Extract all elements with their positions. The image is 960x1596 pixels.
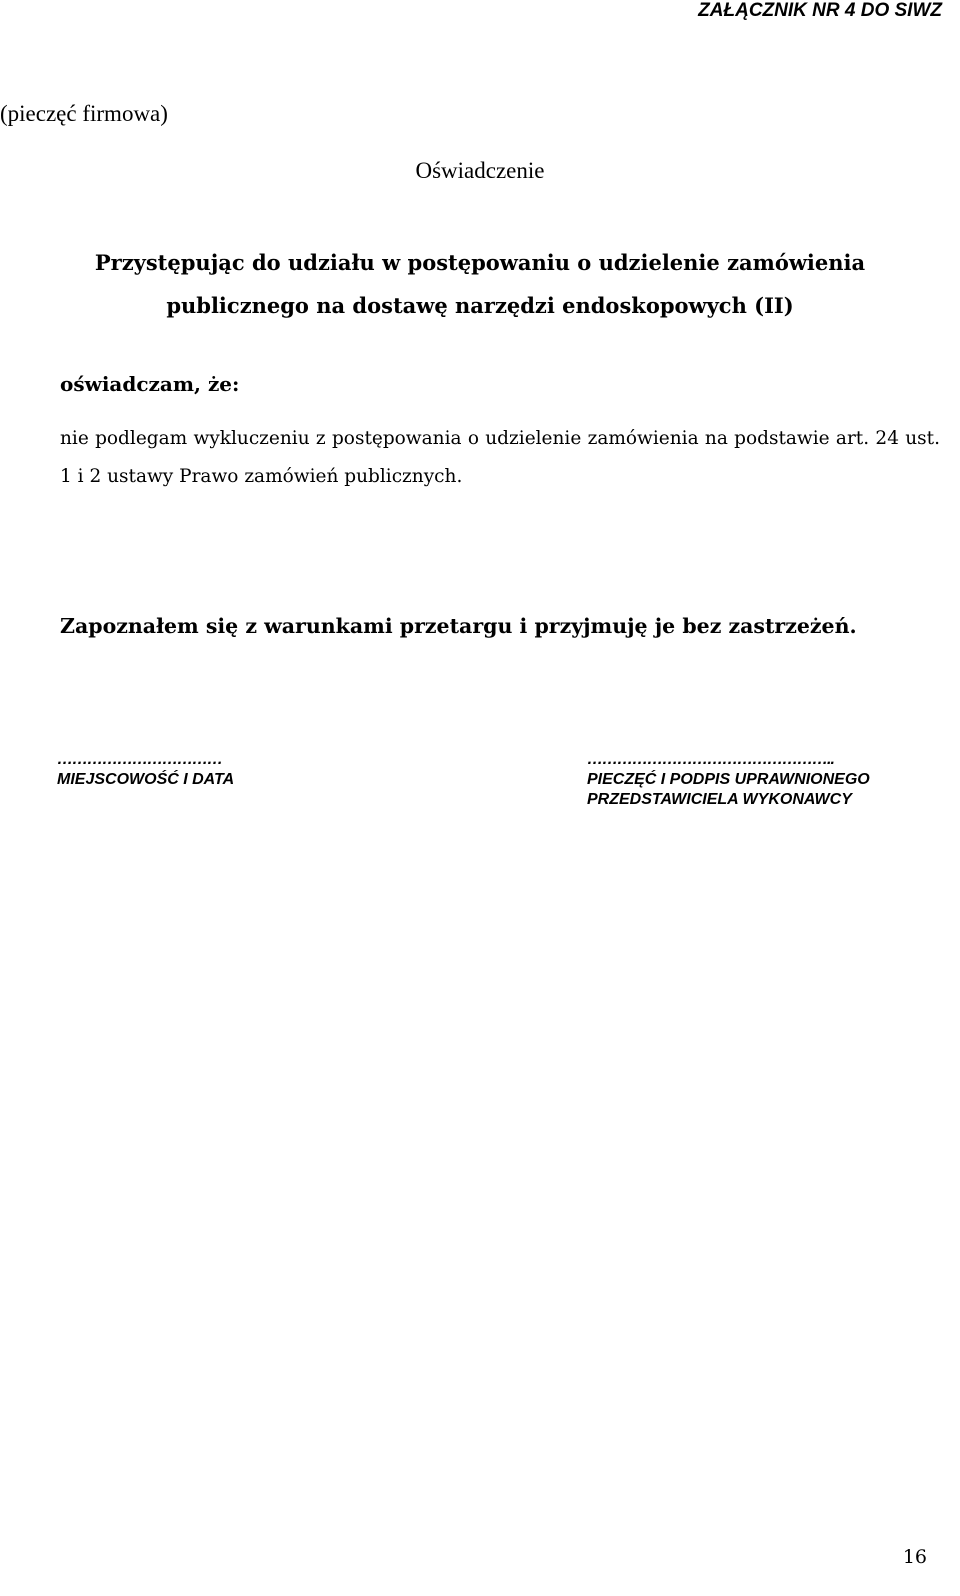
intro-paragraph bbox=[40, 241, 920, 327]
place-date-dotted-line: …………………………… bbox=[57, 751, 222, 768]
page-number: 16 bbox=[902, 1546, 927, 1568]
representative-dotted-line: ………………………………………….. bbox=[587, 751, 834, 768]
representative-label-line-1: PIECZĘĆ I PODPIS UPRAWNIONEGO bbox=[587, 771, 870, 788]
declaration-body: nie podlegam wykluczeniu z postępowania o udzielenie zamówienia na podstawie art. 24 ust. 1 i 2 ustawy Prawo zamówień publicznych. bbox=[60, 428, 940, 487]
company-stamp-label: (pieczęć firmowa) bbox=[0, 101, 168, 126]
declaration-label: oświadczam, że: bbox=[60, 372, 240, 396]
representative-label-line-2: PRZEDSTAWICIELA WYKONAWCY bbox=[587, 791, 852, 808]
representative-signature-block bbox=[587, 750, 870, 810]
document-title: Oświadczenie bbox=[415, 158, 545, 183]
place-date-signature-block bbox=[57, 750, 234, 790]
intro-line-1: Przystępując do udziału w postępowaniu o udzielenie zamówienia bbox=[94, 250, 866, 275]
place-date-label: MIEJSCOWOŚĆ I DATA bbox=[57, 771, 235, 788]
acknowledgement-statement: Zapoznałem się z warunkami przetargu i przyjmuję je bez zastrzeżeń. bbox=[60, 614, 857, 638]
annex-header: ZAŁĄCZNIK NR 4 DO SIWZ bbox=[698, 0, 942, 21]
intro-line-2: publicznego na dostawę narzędzi endoskopowych (II) bbox=[166, 293, 794, 318]
